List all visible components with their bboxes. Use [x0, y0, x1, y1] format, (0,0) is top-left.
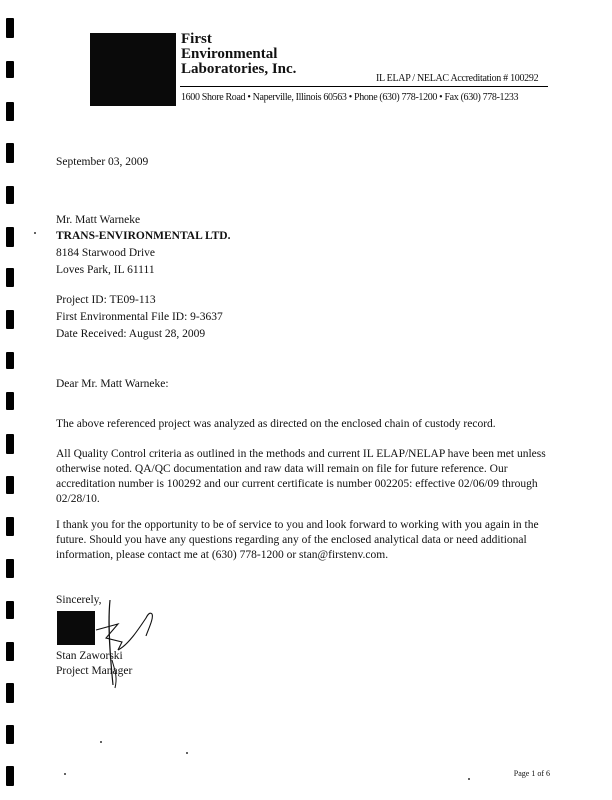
recipient-city: Loves Park, IL 61111: [56, 264, 155, 276]
accreditation-text: IL ELAP / NELAC Accreditation # 100292: [376, 73, 539, 84]
date-received: Date Received: August 28, 2009: [56, 328, 206, 340]
recipient-street: 8184 Starwood Drive: [56, 247, 156, 259]
scan-speck: [468, 778, 470, 780]
signature-scribble: [88, 590, 178, 700]
paragraph-3: I thank you for the opportunity to be of service to you and look forward to working with you again in the future. Should you have any questions regarding any of the enclosed analytical data or need additional information, please contact me at (630) 778-1200 or stan@firstenv.com.: [56, 519, 539, 561]
closing: Sincerely,: [56, 594, 102, 606]
signer-name: Stan Zaworski: [56, 650, 123, 662]
logo-redaction: [90, 33, 176, 106]
scan-speck: [34, 232, 36, 234]
paragraph-2: All Quality Control criteria as outlined in the methods and current IL ELAP/NELAP have been met unless otherwise noted. QA/QC documentation and raw data will remain on file for future reference. Our accreditation number is 100292 and our current certificate is number 002205: effective 02/06/09 through 02/28/10.: [56, 448, 546, 505]
company-name: [181, 32, 296, 77]
scan-speck: [186, 752, 188, 754]
project-id: Project ID: TE09-113: [56, 294, 156, 306]
recipient-company: TRANS-ENVIRONMENTAL LTD.: [56, 230, 231, 242]
salutation: Dear Mr. Matt Warneke:: [56, 378, 169, 390]
letter-date: September 03, 2009: [56, 156, 149, 168]
letterhead-rule: [180, 86, 548, 87]
signer-title: Project Manager: [56, 665, 133, 677]
scan-speck: [100, 741, 102, 743]
recipient-name: Mr. Matt Warneke: [56, 214, 141, 226]
page-number: Page 1 of 6: [513, 769, 550, 778]
file-id: First Environmental File ID: 9-3637: [56, 311, 223, 323]
company-line-2: Environmental: [181, 46, 278, 62]
scan-speck: [64, 773, 66, 775]
company-line-1: First: [181, 31, 212, 47]
letterhead-address: 1600 Shore Road • Naperville, Illinois 60563 • Phone (630) 778-1200 • Fax (630) 778-1233: [181, 92, 519, 103]
company-line-3: Laboratories, Inc.: [181, 61, 297, 77]
paragraph-1: The above referenced project was analyzed as directed on the enclosed chain of custody record.: [56, 418, 496, 430]
